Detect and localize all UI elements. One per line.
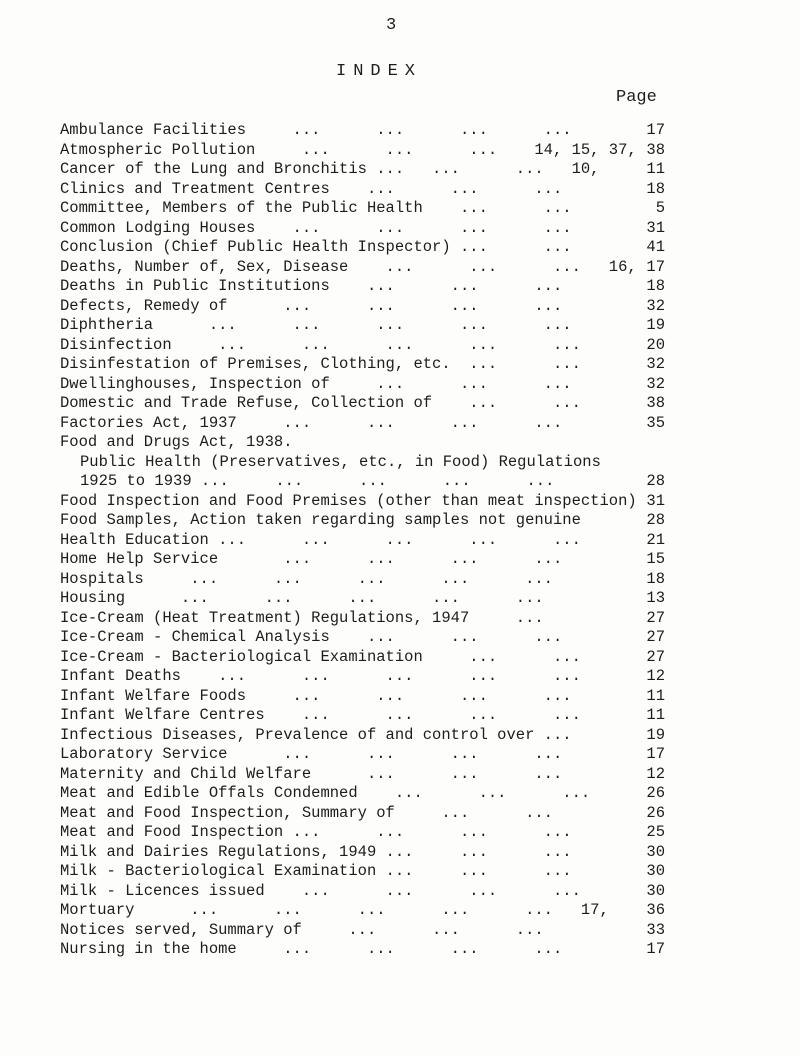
index-entry-page: 31 xyxy=(646,491,665,510)
index-entry xyxy=(60,355,665,375)
index-entry xyxy=(60,491,665,512)
index-entry xyxy=(60,374,665,395)
index-entry-page: 32 xyxy=(646,296,665,315)
index-entry-text: Committee, Members of the Public Health ... ... xyxy=(60,199,572,217)
index-entry-text: Meat and Food Inspection ... ... ... ... xyxy=(60,823,572,841)
index-entry-text: Infectious Diseases, Prevalence of and control over ... xyxy=(60,725,572,744)
index-entry-text: Laboratory Service ... ... ... ... xyxy=(60,745,563,763)
index-entry-text: Mortuary ... ... ... ... ... 17, xyxy=(60,901,609,919)
index-entry-page: 18 xyxy=(646,179,665,198)
index-entry-text: Milk and Dairies Regulations, 1949 ... ... ... xyxy=(60,842,572,861)
index-entry-text: Nursing in the home ... ... ... ... xyxy=(60,940,563,958)
index-entry xyxy=(60,511,665,531)
index-entry-page: 33 xyxy=(646,920,665,939)
index-entry-text: Meat and Edible Offals Condemned ... ... ... xyxy=(60,784,591,802)
index-entry xyxy=(60,530,665,551)
index-entry-page: 27 xyxy=(646,647,665,666)
index-entry-page: 28 xyxy=(646,511,665,529)
index-entry xyxy=(60,277,665,297)
index-entry-text: Housing ... ... ... ... ... xyxy=(60,589,544,607)
index-entry-page: 32 xyxy=(646,355,665,373)
index-entry xyxy=(60,920,665,941)
index-entry xyxy=(60,121,665,141)
index-entry xyxy=(60,608,665,629)
index-entry-text: Disinfection ... ... ... ... ... xyxy=(60,335,581,354)
index-entry-page: 17 xyxy=(646,257,665,276)
index-entry-text: Conclusion (Chief Public Health Inspector) ... ... xyxy=(60,238,572,256)
index-entry xyxy=(60,784,665,804)
page-number: 3 xyxy=(386,16,397,35)
index-entry-text: Diphtheria ... ... ... ... ... xyxy=(60,316,572,334)
index-entry-page: 21 xyxy=(646,530,665,549)
index-entry-page: 18 xyxy=(646,569,665,588)
index-entry xyxy=(60,745,665,765)
index-entry xyxy=(60,257,665,278)
index-entry xyxy=(60,140,665,161)
index-entry xyxy=(60,218,665,239)
index-entry-page: 15 xyxy=(646,550,665,568)
index-entry-text: Disinfestation of Premises, Clothing, etc. ... ... xyxy=(60,355,581,373)
index-entry-text: Dwellinghouses, Inspection of ... ... ... xyxy=(60,374,572,393)
index-entry-page: 13 xyxy=(646,589,665,607)
index-entry-text: Ice-Cream - Bacteriological Examination ... ... xyxy=(60,647,581,666)
index-entry xyxy=(60,881,665,902)
index-entry-text: Domestic and Trade Refuse, Collection of ... ... xyxy=(60,394,581,412)
index-entry xyxy=(60,160,665,180)
index-entry xyxy=(60,803,665,824)
index-entry-page: 38 xyxy=(646,394,665,412)
index-entry-text: Ice-Cream (Heat Treatment) Regulations, 1947 ... xyxy=(60,608,544,627)
index-entry xyxy=(60,725,665,746)
index-entry-text: Infant Deaths ... ... ... ... ... xyxy=(60,667,581,685)
index-entry-page: 30 xyxy=(646,881,665,900)
index-entry-page: 17 xyxy=(646,940,665,958)
index-entry-text: Deaths, Number of, Sex, Disease ... ... ... 16, xyxy=(60,257,637,276)
index-entry-page: 27 xyxy=(646,608,665,627)
index-entry xyxy=(60,706,665,726)
index-entry-page: 12 xyxy=(646,667,665,685)
index-entry xyxy=(60,569,665,590)
index-entry xyxy=(60,823,665,843)
index-entry-text: Atmospheric Pollution ... ... ... 14, 15, 37, xyxy=(60,140,637,159)
index-entry-page: 41 xyxy=(646,238,665,256)
index-entry-page: 17 xyxy=(646,121,665,139)
index-entry-text: Ice-Cream - Chemical Analysis ... ... ... xyxy=(60,628,563,646)
index-entry-page: 19 xyxy=(646,316,665,334)
index-entry-page: 17 xyxy=(646,745,665,763)
index-entry-page: 30 xyxy=(646,862,665,880)
index-entry-page: 38 xyxy=(646,140,665,159)
index-entry xyxy=(60,335,665,356)
index-entry-text: Food Samples, Action taken regarding samples not genuine xyxy=(60,511,581,529)
index-entries xyxy=(60,121,665,960)
index-entry-page: 28 xyxy=(646,472,665,490)
index-entry xyxy=(60,764,665,785)
index-entry-text: Hospitals ... ... ... ... ... xyxy=(60,569,553,588)
index-entry-page: 31 xyxy=(646,218,665,237)
index-entry xyxy=(60,842,665,863)
index-entry-text: Cancer of the Lung and Bronchitis ... ... ... 10, xyxy=(60,160,600,178)
page-column-header: Page xyxy=(616,88,657,107)
index-entry-text: Meat and Food Inspection, Summary of ... ... xyxy=(60,803,553,822)
index-entry-page: 27 xyxy=(646,628,665,646)
index-entry xyxy=(60,433,660,453)
index-entry-text: Common Lodging Houses ... ... ... ... xyxy=(60,218,572,237)
index-entry-text: Milk - Bacteriological Examination ... ... ... xyxy=(60,862,572,880)
index-entry xyxy=(60,394,665,414)
index-entry xyxy=(60,316,665,336)
index-entry xyxy=(60,901,665,921)
index-entry-page: 26 xyxy=(646,803,665,822)
index-entry-page: 11 xyxy=(646,706,665,724)
index-entry-text: Factories Act, 1937 ... ... ... ... xyxy=(60,413,563,432)
index-entry-page: 20 xyxy=(646,335,665,354)
index-entry-text: Notices served, Summary of ... ... ... xyxy=(60,920,544,939)
index-entry-text: Food Inspection and Food Premises (other than meat inspection) xyxy=(60,491,637,510)
index-entry-page: 11 xyxy=(646,686,665,705)
index-entry xyxy=(60,647,665,668)
index-entry-page: 11 xyxy=(646,160,665,178)
index-entry-page: 32 xyxy=(646,374,665,393)
index-entry-page: 18 xyxy=(646,277,665,295)
index-entry-page: 35 xyxy=(646,413,665,432)
index-entry-text: Health Education ... ... ... ... ... xyxy=(60,530,581,549)
index-entry-text: Clinics and Treatment Centres ... ... ... xyxy=(60,179,563,198)
index-entry xyxy=(60,667,665,687)
index-entry xyxy=(60,472,665,492)
index-entry xyxy=(60,628,665,648)
index-entry-text: 1925 to 1939 ... ... ... ... ... xyxy=(80,472,555,490)
index-entry-page: 25 xyxy=(646,823,665,841)
index-entry xyxy=(60,179,665,200)
index-entry-page: 12 xyxy=(646,764,665,783)
index-entry xyxy=(60,199,665,219)
index-entry-text: Deaths in Public Institutions ... ... ... xyxy=(60,277,563,295)
index-entry xyxy=(60,550,665,570)
index-entry-page: 19 xyxy=(646,725,665,744)
index-entry-text: Infant Welfare Centres ... ... ... ... xyxy=(60,706,581,724)
index-entry-page: 30 xyxy=(646,842,665,861)
index-entry-text: Milk - Licences issued ... ... ... ... xyxy=(60,881,581,900)
index-entry xyxy=(60,940,665,960)
index-entry-text: Food and Drugs Act, 1938. xyxy=(60,433,293,451)
index-entry xyxy=(60,238,665,258)
index-entry-text: Home Help Service ... ... ... ... xyxy=(60,550,563,568)
index-title: INDEX xyxy=(336,62,423,81)
index-entry xyxy=(60,589,665,609)
index-entry xyxy=(60,862,665,882)
index-entry-text: Defects, Remedy of ... ... ... ... xyxy=(60,296,563,315)
index-entry xyxy=(60,686,665,707)
index-entry xyxy=(60,296,665,317)
index-entry-text: Ambulance Facilities ... ... ... ... xyxy=(60,121,572,139)
index-entry-page: 36 xyxy=(646,901,665,919)
index-entry-text: Public Health (Preservatives, etc., in Food) Regulations xyxy=(80,452,601,471)
index-entry-text: Infant Welfare Foods ... ... ... ... xyxy=(60,686,572,705)
index-entry xyxy=(60,413,665,434)
index-entry-page: 5 xyxy=(655,199,665,217)
index-entry-page: 26 xyxy=(646,784,665,802)
index-entry xyxy=(60,453,660,473)
index-entry-text: Maternity and Child Welfare ... ... ... xyxy=(60,764,563,783)
